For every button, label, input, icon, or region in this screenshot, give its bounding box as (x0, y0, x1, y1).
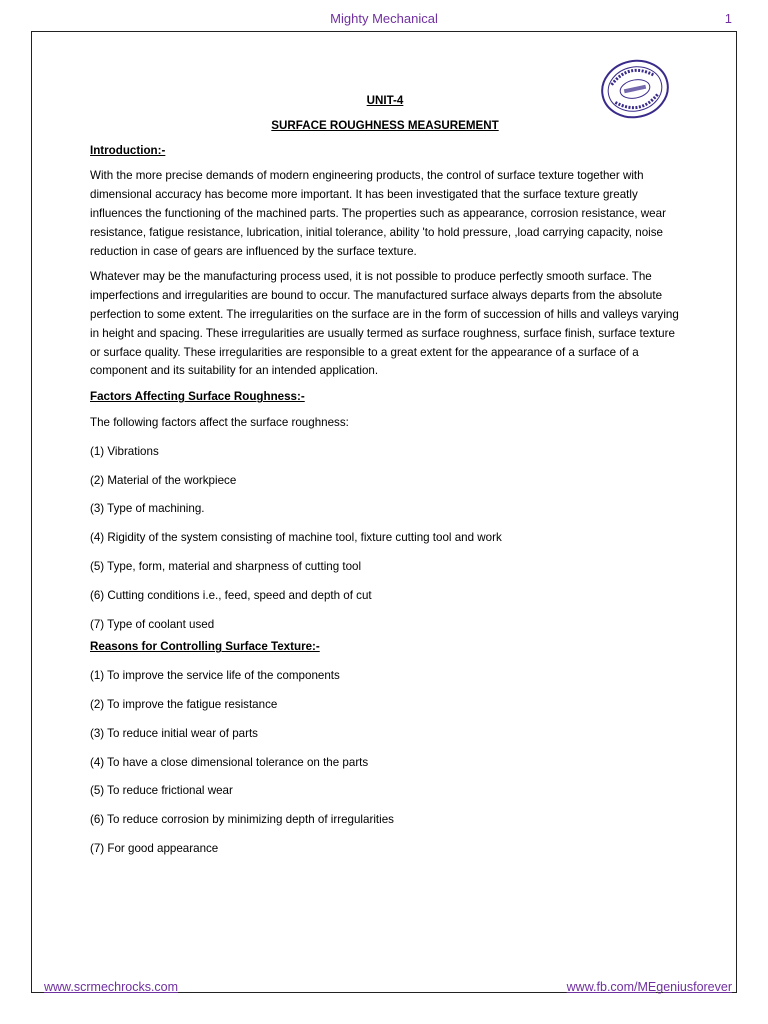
list-item: (5) To reduce frictional wear (90, 784, 233, 798)
list-item: (1) Vibrations (90, 444, 159, 458)
list-item: (1) To improve the service life of the components (90, 669, 340, 683)
factors-intro: The following factors affect the surface roughness: (90, 415, 349, 429)
footer-link-website[interactable]: www.scrmechrocks.com (44, 980, 179, 994)
list-item: (4) Rigidity of the system consisting of machine tool, fixture cutting tool and work (90, 531, 502, 545)
footer-link-facebook[interactable]: www.fb.com/MEgeniusforever (566, 980, 732, 994)
reasons-heading: Reasons for Controlling Surface Texture:- (90, 640, 320, 654)
factors-heading: Factors Affecting Surface Roughness:- (90, 390, 305, 404)
document-body (90, 92, 680, 869)
list-item: (6) Cutting conditions i.e., feed, speed and depth of cut (90, 588, 372, 602)
intro-paragraph-2: Whatever may be the manufacturing process used, it is not possible to produce perfectly smooth surface. The imperfections and irregularities are bound to occur. The manufactured surface always departs from the absolute perfection to some extent. The irregularities on the surface are in the form of succession of hills and valleys varying in height and spacing. These irregularities are usually termed as surface roughness, surface finish, surface texture or surface quality. These irregularities are responsible to a great extent for the appearance of a surface of a component and its suitability for an intended application. (90, 270, 679, 378)
header-title: Mighty Mechanical (330, 11, 438, 26)
list-item: (3) Type of machining. (90, 502, 205, 516)
list-item: (4) To have a close dimensional tolerance on the parts (90, 755, 369, 769)
page-number: 1 (724, 11, 732, 26)
list-item: (5) Type, form, material and sharpness of cutting tool (90, 559, 362, 573)
list-item: (6) To reduce corrosion by minimizing depth of irregularities (90, 813, 394, 827)
list-item: (3) To reduce initial wear of parts (90, 726, 258, 740)
list-item: (7) Type of coolant used (90, 617, 215, 631)
intro-paragraph-1: With the more precise demands of modern engineering products, the control of surface texture together with dimensional accuracy has become more important. It has been investigated that the surface texture greatly influences the functioning of the machined parts. The properties such as appearance, corrosion resistance, wear resistance, fatigue resistance, lubrication, initial tolerance, ability 'to hold pressure, ,load carrying capacity, noise reduction in case of gears are influenced by the surface texture. (90, 169, 666, 258)
unit-label: UNIT-4 (366, 94, 404, 107)
list-item: (2) Material of the workpiece (90, 473, 237, 487)
list-item: (7) For good appearance (90, 841, 219, 855)
reasons-list (90, 667, 680, 859)
document-title: SURFACE ROUGHNESS MEASUREMENT (271, 118, 499, 132)
factors-list (90, 443, 680, 635)
intro-heading: Introduction:- (90, 143, 166, 157)
list-item: (2) To improve the fatigue resistance (90, 697, 278, 711)
